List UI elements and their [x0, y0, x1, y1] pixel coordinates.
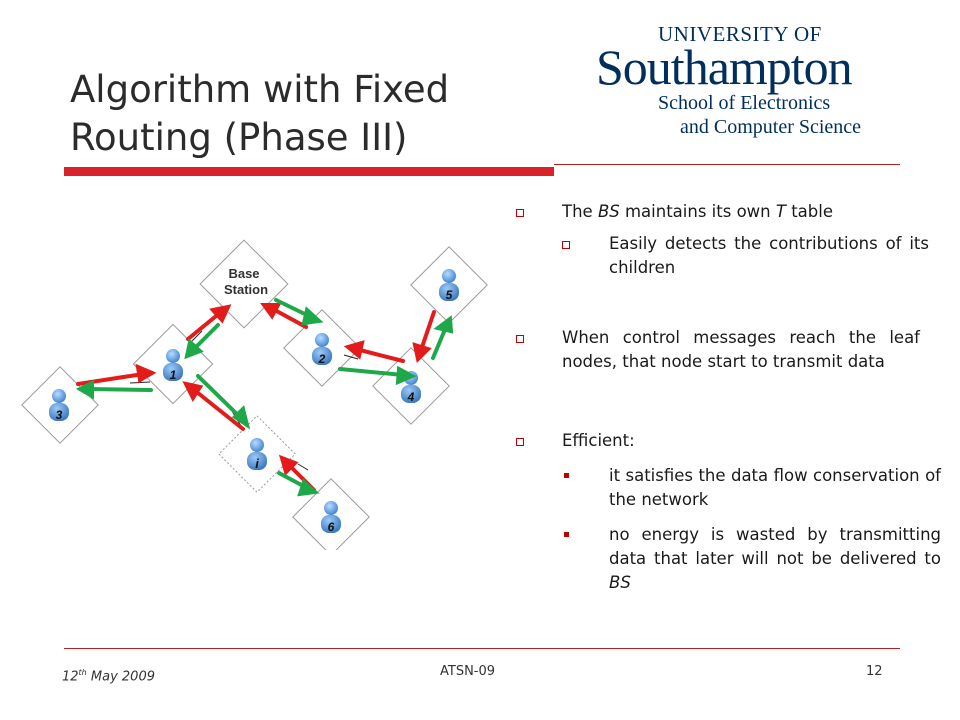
- red-arrow-5-4: [421, 312, 434, 350]
- bullet-square-icon: [516, 209, 524, 217]
- title-underline-bar: [64, 167, 554, 176]
- logo-department: and Computer Science: [680, 116, 862, 138]
- title-line-1: Algorithm with Fixed: [70, 68, 450, 111]
- green-arrow-4-5: [433, 327, 446, 358]
- logo-university-of: UNIVERSITY OF: [658, 22, 822, 46]
- bullet-3-sub-2-text: no energy is wasted by transmitting data that later will not be delivered to BS: [609, 525, 941, 592]
- svg-text:2: 2: [318, 352, 326, 366]
- title-line-2: Routing (Phase III): [70, 116, 408, 159]
- svg-text:5: 5: [445, 288, 453, 302]
- bullet-1-text: The BS maintains its own T table: [562, 202, 833, 221]
- footer-divider: [64, 648, 900, 649]
- footer-date: 12th May 2009: [62, 668, 155, 685]
- header-divider: [554, 164, 900, 165]
- svg-text:1: 1: [169, 368, 177, 382]
- bullet-small-square-icon: [564, 473, 569, 478]
- bullet-2-text: When control messages reach the leaf nodes, that node start to transmit data: [562, 328, 920, 371]
- base-station-label-2: Station: [223, 282, 269, 297]
- bullet-square-icon: [562, 241, 570, 249]
- svg-text:4: 4: [407, 390, 415, 404]
- bullet-3-text: Efficient:: [562, 431, 635, 450]
- red-arrow-4-2: [356, 349, 403, 361]
- svg-text:i: i: [255, 456, 259, 471]
- svg-text:3: 3: [55, 408, 63, 422]
- bullet-square-icon: [516, 335, 524, 343]
- network-diagram: [10, 230, 500, 550]
- svg-text:6: 6: [327, 520, 335, 534]
- university-logo: [596, 22, 906, 142]
- logo-school: School of Electronics: [658, 92, 831, 114]
- footer-conference: ATSN-09: [440, 664, 496, 679]
- slide-title: [70, 66, 449, 162]
- footer-page-number: 12: [866, 664, 883, 679]
- bullet-3-sub-1-text: it satisfies the data flow conservation of the network: [609, 466, 941, 509]
- bullet-1-sub-text: Easily detects the contributions of its children: [609, 234, 929, 277]
- base-station-label-1: Base: [228, 266, 260, 281]
- green-arrow-1-3: [88, 389, 151, 390]
- logo-southampton: Southampton: [596, 39, 852, 95]
- bullet-small-square-icon: [564, 532, 569, 537]
- bullet-square-icon: [516, 438, 524, 446]
